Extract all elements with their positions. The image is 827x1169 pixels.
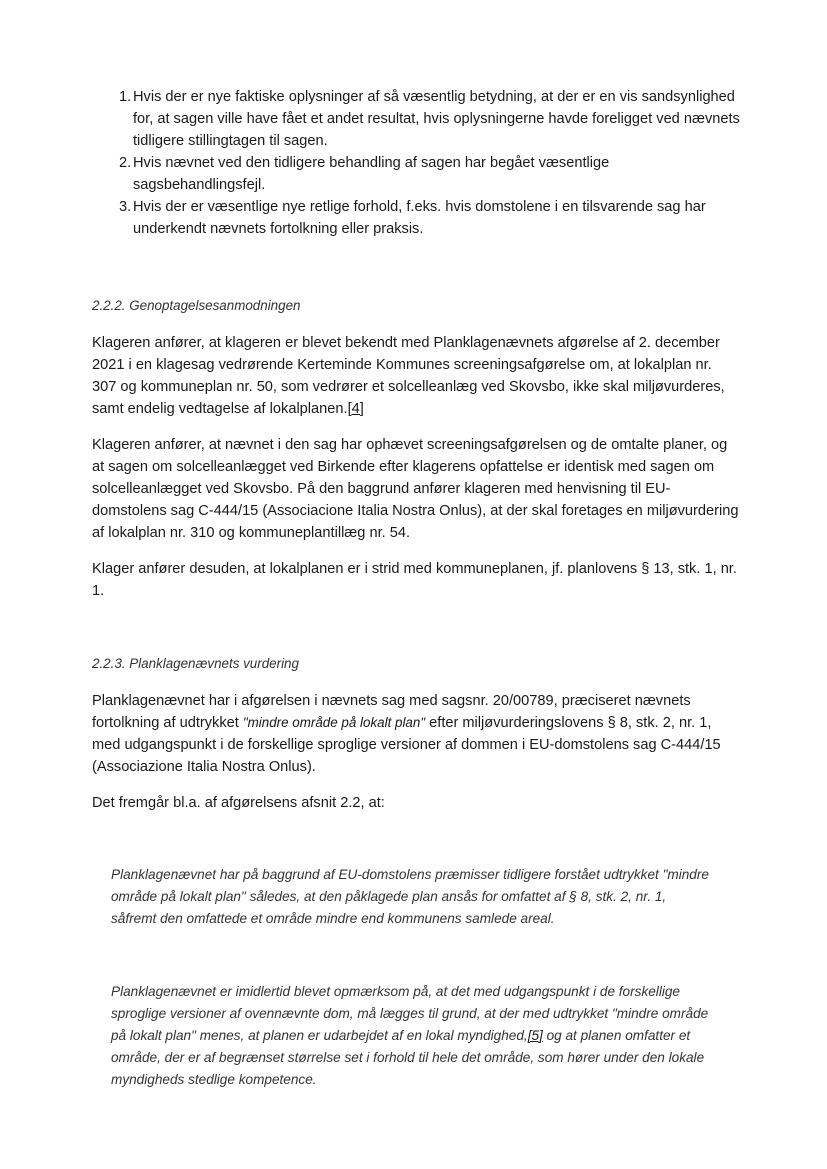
paragraph: Det fremgår bl.a. af afgørelsens afsnit 2.2, at: bbox=[92, 795, 385, 811]
list-text: Hvis nævnet ved den tidligere behandling af sagen har begået væsentlige sagsbehandlingsfejl. bbox=[133, 155, 610, 193]
paragraph: Klager anfører desuden, at lokalplanen er i strid med kommuneplanen, jf. planlovens § 13, stk. 1, nr. 1. bbox=[92, 561, 737, 599]
block-quote: Planklagenævnet har på baggrund af EU-domstolens præmisser tidligere forstået udtrykket "mindre område på lokalt plan" således, at den påklagede plan ansås for omfattet af § 8, stk. 2, nr. 1, såfremt den omfattede et område mindre end kommunens samlede areal. bbox=[111, 867, 709, 926]
paragraph-text: Planklagenævnet har i afgørelsen i nævnets sag med sagsnr. 20/00789, præciseret nævnets fortolkning af udtrykket bbox=[92, 693, 691, 731]
paragraph: Klageren anfører, at nævnet i den sag har ophævet screeningsafgørelsen og de omtalte planer, og at sagen om solcelleanlægget ved Birkende efter klagerens opfattelse er identisk med sagen om solcelleanlægget ved Skovsbo. På den baggrund anfører klageren med henvisning til EU-domstolens sag C-444/15 (Associacione Italia Nostra Onlus), at der skal foretages en miljøvurdering af lokalplan nr. 310 og kommuneplantillæg nr. 54. bbox=[92, 437, 739, 541]
paragraph bbox=[92, 332, 740, 420]
paragraph-text: efter miljøvurderingslovens § 8, stk. 2, nr. 1, med udgangspunkt i de forskellige sproglige versioner af dommen i EU-domstolens sag C-444/15 (Associazione Italia Nostra Onlus). bbox=[92, 715, 721, 775]
quote-text: og at planen omfatter et område, der er af begrænset størrelse set i forhold til hele det område, som hører under den lokale myndigheds stedlige kompetence. bbox=[111, 1028, 705, 1087]
list-text: Hvis der er væsentlige nye retlige forhold, f.eks. hvis domstolene i en tilsvarende sag har underkendt nævnets fortolkning eller praksis. bbox=[133, 199, 706, 237]
criteria-list bbox=[92, 86, 742, 240]
list-item bbox=[92, 196, 742, 240]
paragraph-text: Klageren anfører, at klageren er blevet bekendt med Planklagenævnets afgørelse af 2. december 2021 i en klagesag vedrørende Kerteminde Kommunes screeningsafgørelse om, at lokalplan nr. 307 og kommuneplan nr. 50, som vedrører et solcelleanlæg ved Skovsbo, ikke skal miljøvurderes, samt endelig vedtagelse af lokalplanen. bbox=[92, 335, 725, 417]
list-text: Hvis der er nye faktiske oplysninger af så væsentlig betydning, at der er en vis sandsynlighed for, at sagen ville have fået et andet resultat, hvis oplysningerne havde foreligget ved nævnets tidligere stillingtagen til sagen. bbox=[133, 89, 740, 149]
list-item bbox=[92, 152, 742, 196]
section-heading-223: 2.2.3. Planklagenævnets vurdering bbox=[92, 656, 299, 671]
quote-text: Planklagenævnet er imidlertid blevet opmærksom på, at det med udgangspunkt i de forskellige sproglige versioner af ovennævnte dom, må lægges til grund, at der med udtrykket "mindre område på lokalt plan" menes, at planen er udarbejdet af en lokal myndighed, bbox=[111, 984, 709, 1043]
section-heading-222: 2.2.2. Genoptagelsesanmodningen bbox=[92, 298, 301, 313]
footnote-link-4[interactable]: [4] bbox=[347, 401, 364, 417]
list-number: 2. bbox=[119, 155, 132, 171]
list-number: 1. bbox=[119, 89, 132, 105]
list-item bbox=[92, 86, 742, 152]
paragraph bbox=[92, 690, 740, 778]
footnote-link-5[interactable]: [5] bbox=[527, 1028, 543, 1043]
list-number: 3. bbox=[119, 199, 132, 215]
block-quote bbox=[111, 981, 711, 1091]
italic-term: "mindre område på lokalt plan" bbox=[242, 715, 426, 730]
